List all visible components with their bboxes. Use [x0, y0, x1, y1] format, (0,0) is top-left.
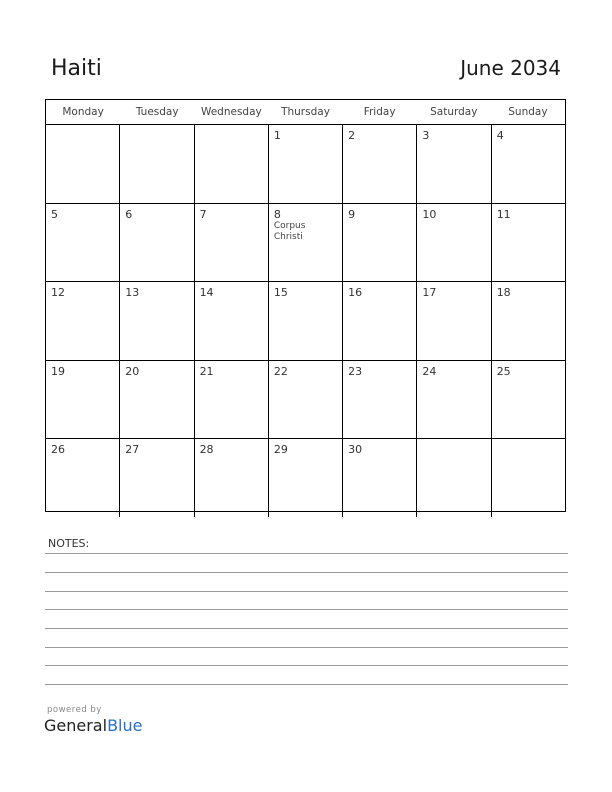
day-number: 27 — [125, 443, 140, 456]
day-cell — [417, 361, 491, 439]
weekday-saturday: Saturday — [430, 106, 478, 118]
week-row — [46, 439, 565, 517]
month-title: June 2034 — [460, 56, 561, 80]
day-cell — [46, 361, 120, 439]
day-cell — [269, 125, 343, 203]
day-number: 16 — [348, 286, 363, 299]
day-number: 7 — [199, 207, 207, 221]
notes-line — [45, 591, 568, 592]
day-number: 17 — [422, 286, 437, 299]
day-cell — [417, 439, 491, 517]
day-cell — [195, 125, 269, 203]
day-cell — [120, 125, 194, 203]
day-cell — [417, 204, 491, 282]
week-row — [46, 282, 565, 361]
day-cell — [343, 282, 417, 360]
day-number: 12 — [51, 286, 65, 299]
day-number: 24 — [422, 364, 437, 378]
day-number: 25 — [496, 364, 511, 378]
calendar-grid — [45, 99, 566, 512]
day-number: 23 — [348, 364, 363, 378]
brand-blue: Blue — [107, 716, 143, 735]
day-number: 21 — [199, 364, 214, 378]
day-number: 8 — [273, 207, 281, 221]
day-number: 10 — [422, 207, 437, 221]
day-number: 14 — [199, 286, 214, 299]
week-row — [46, 204, 565, 283]
weekday-monday: Monday — [62, 106, 104, 118]
day-cell — [195, 204, 269, 282]
day-cell — [269, 361, 343, 439]
day-number: 19 — [51, 364, 65, 378]
day-cell — [492, 439, 565, 517]
week-row — [46, 125, 565, 204]
day-cell — [46, 439, 120, 517]
day-cell — [195, 282, 269, 360]
notes-line — [45, 665, 568, 666]
weekday-wednesday: Wednesday — [200, 106, 262, 118]
day-number: 2 — [348, 129, 356, 142]
day-cell — [46, 282, 120, 360]
day-cell — [46, 204, 120, 282]
day-cell — [120, 282, 194, 360]
day-cell — [46, 125, 120, 203]
day-cell — [269, 282, 343, 360]
day-cell — [492, 361, 565, 439]
day-number: 6 — [125, 207, 133, 221]
notes-line — [45, 609, 568, 610]
day-number: 28 — [199, 443, 214, 456]
day-cell — [343, 204, 417, 282]
day-number: 4 — [496, 129, 504, 142]
weekday-tuesday: Tuesday — [135, 106, 179, 118]
day-number: 1 — [273, 129, 281, 142]
day-cell — [492, 282, 565, 360]
day-cell — [120, 361, 194, 439]
day-number: 3 — [422, 129, 430, 142]
day-cell — [269, 439, 343, 517]
weekday-header — [46, 100, 565, 125]
day-number: 26 — [51, 443, 65, 456]
day-cell — [343, 125, 417, 203]
notes-line — [45, 647, 568, 648]
day-number: 5 — [51, 207, 58, 221]
day-number: 9 — [348, 207, 356, 221]
generalblue-logo — [44, 716, 142, 735]
day-cell — [120, 439, 194, 517]
day-number: 11 — [496, 207, 511, 221]
brand-general: General — [44, 716, 108, 735]
day-cell — [195, 361, 269, 439]
day-cell — [417, 282, 491, 360]
powered-by-text: powered by — [47, 705, 102, 715]
weekday-thursday: Thursday — [281, 106, 330, 118]
week-row — [46, 361, 565, 440]
day-cell — [343, 361, 417, 439]
notes-line — [45, 553, 568, 554]
day-cell — [269, 204, 343, 282]
day-number: 22 — [273, 364, 288, 378]
notes-line — [45, 684, 568, 685]
day-number: 30 — [348, 443, 363, 456]
weekday-friday: Friday — [363, 106, 396, 118]
day-number: 15 — [273, 286, 288, 299]
day-number: 29 — [273, 443, 288, 456]
weekday-sunday: Sunday — [508, 106, 548, 118]
notes-line — [45, 572, 568, 573]
day-number: 13 — [125, 286, 140, 299]
country-title: Haiti — [51, 56, 102, 81]
notes-line — [45, 628, 568, 629]
day-cell — [195, 439, 269, 517]
holiday-label: Corpus Christi — [273, 220, 306, 242]
day-cell — [120, 204, 194, 282]
day-number: 18 — [496, 286, 511, 299]
day-number: 20 — [125, 364, 140, 378]
day-cell — [492, 125, 565, 203]
notes-label: NOTES: — [48, 537, 90, 550]
day-cell — [417, 125, 491, 203]
day-cell — [492, 204, 565, 282]
day-cell — [343, 439, 417, 517]
